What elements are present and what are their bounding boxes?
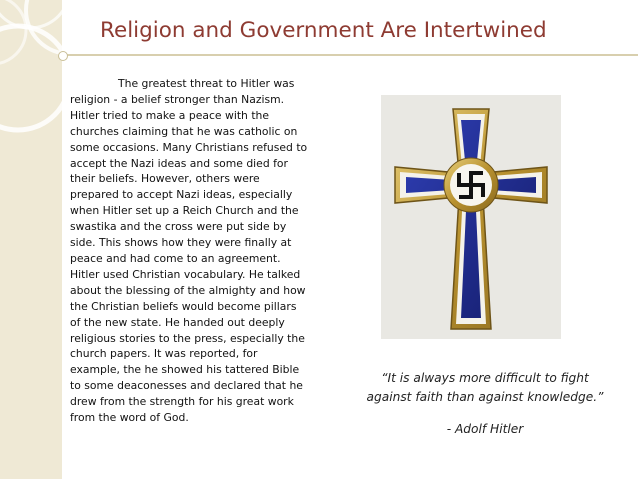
- quote-author: - Adolf Hitler: [446, 422, 524, 436]
- quote-line: “It is always more difficult to fight: [381, 371, 589, 385]
- body-line: religion - a belief stronger than Nazism.: [70, 92, 285, 106]
- body-line: peace and had come to an agreement.: [70, 251, 281, 265]
- body-paragraph: [70, 76, 342, 426]
- body-line: their beliefs. However, others were: [70, 172, 260, 186]
- body-line: The greatest threat to Hitler was: [118, 77, 295, 90]
- body-line: religious stories to the press, especially the: [70, 331, 305, 345]
- divider-dot: [58, 51, 68, 61]
- quote-line: against faith than against knowledge.”: [366, 390, 604, 404]
- body-line: drew from the strength for his great work: [70, 395, 294, 409]
- body-line: church papers. It was reported, for: [70, 347, 258, 361]
- body-line: prepared to accept Nazi ideas, especially: [70, 188, 293, 202]
- title-divider: [62, 54, 638, 56]
- body-line: to some deaconesses and declared that he: [70, 379, 303, 393]
- cross-medal-image: [381, 95, 561, 339]
- body-line: from the word of God.: [70, 411, 189, 425]
- body-line: the Christian beliefs would become pillars: [70, 299, 297, 313]
- body-line: accept the Nazi ideas and some died for: [70, 156, 288, 170]
- body-line: example, the he showed his tattered Bible: [70, 363, 300, 377]
- cross-medal-photo: [381, 95, 561, 339]
- body-line: some occasions. Many Christians refused to: [70, 140, 308, 154]
- slide-title: Religion and Government Are Intertwined: [100, 18, 547, 43]
- body-line: when Hitler set up a Reich Church and the: [70, 204, 299, 218]
- body-line: Hitler tried to make a peace with the: [70, 108, 270, 122]
- body-line: about the blessing of the almighty and how: [70, 283, 306, 297]
- body-line: of the new state. He handed out deeply: [70, 315, 285, 329]
- body-line: swastika and the cross were put side by: [70, 220, 287, 234]
- body-line: churches claiming that he was catholic on: [70, 124, 298, 138]
- quote-text: [350, 369, 620, 407]
- body-line: Hitler used Christian vocabulary. He talked: [70, 267, 301, 281]
- body-line: side. This shows how they were finally at: [70, 236, 292, 250]
